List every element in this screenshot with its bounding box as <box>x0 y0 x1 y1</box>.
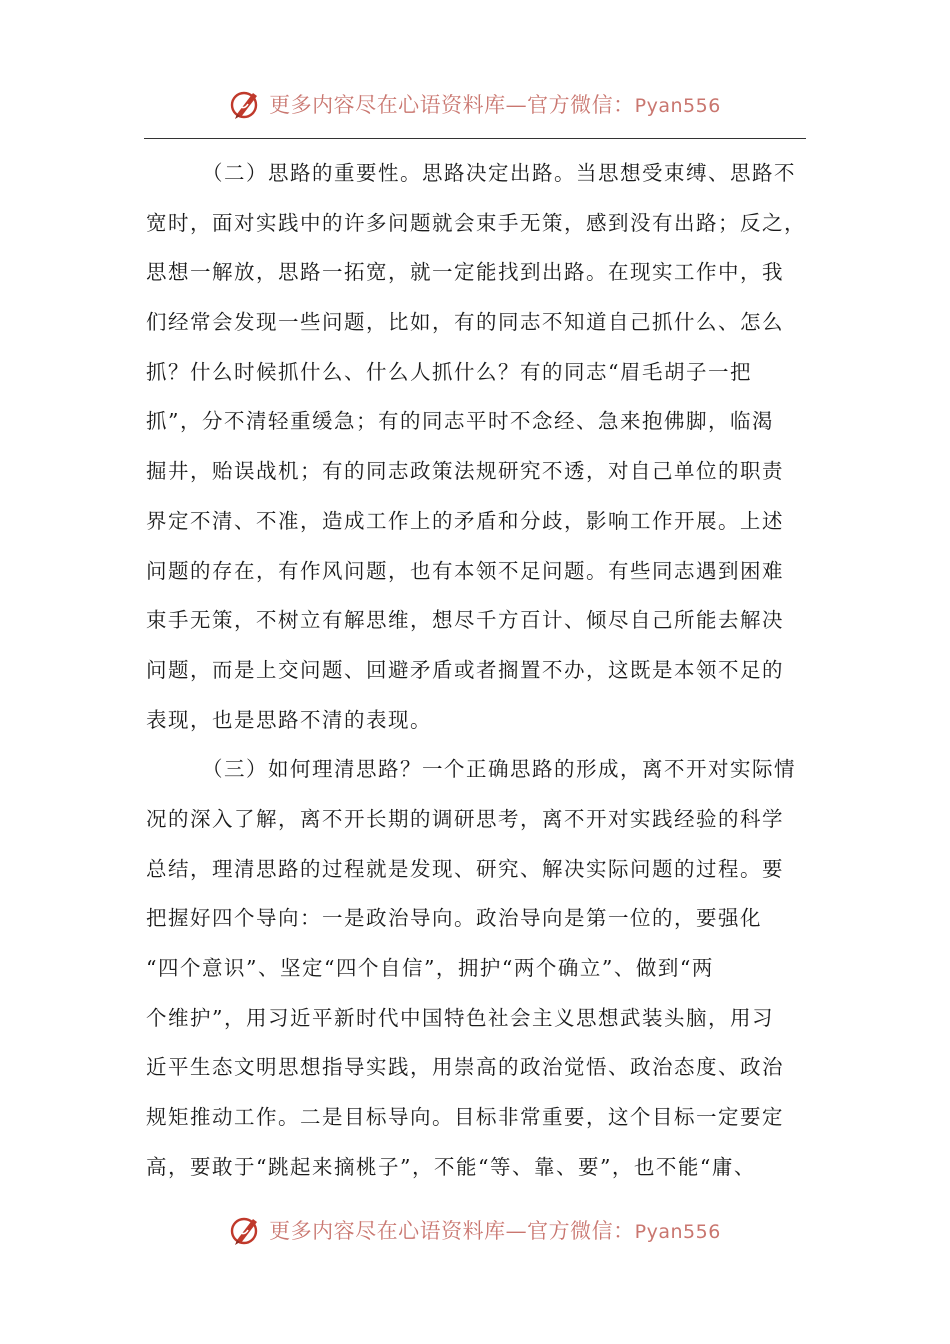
text-line: 宽时，面对实践中的许多问题就会束手无策，感到没有出路；反之， <box>146 210 806 235</box>
header-divider <box>144 138 806 139</box>
text-line: 近平生态文明思想指导实践，用崇高的政治觉悟、政治态度、政治 <box>146 1055 784 1080</box>
footer-banner-text: 更多内容尽在心语资料库—官方微信：Pyan556 <box>269 1219 721 1243</box>
text-line: 抓”，分不清轻重缓急；有的同志平时不念经、急来抱佛脚，临渴 <box>146 409 774 434</box>
text-line: 们经常会发现一些问题，比如，有的同志不知道自己抓什么、怎么 <box>146 310 784 335</box>
header-banner <box>0 84 950 124</box>
text-line: （三）如何理清思路？一个正确思路的形成，离不开对实际情 <box>202 757 796 782</box>
text-line: 个维护”，用习近平新时代中国特色社会主义思想武装头脑，用习 <box>146 1005 774 1030</box>
text-line: 规矩推动工作。二是目标导向。目标非常重要，这个目标一定要定 <box>146 1105 784 1130</box>
header-wechat-id: Pyan556 <box>634 95 721 117</box>
footer-wechat-id: Pyan556 <box>634 1221 721 1243</box>
text-line: 束手无策，不树立有解思维，想尽千方百计、倾尽自己所能去解决 <box>146 608 784 633</box>
text-line: 总结，理清思路的过程就是发现、研究、解决实际问题的过程。要 <box>146 856 784 881</box>
text-line: （二）思路的重要性。思路决定出路。当思想受束缚、思路不 <box>202 161 796 185</box>
text-line: 高，要敢于“跳起来摘桃子”，不能“等、靠、要”，也不能“庸、 <box>146 1154 756 1179</box>
pen-logo-icon <box>229 87 263 121</box>
text-line: 况的深入了解，离不开长期的调研思考，离不开对实践经验的科学 <box>146 806 784 831</box>
text-line: “四个意识”、坚定“四个自信”，拥护“两个确立”、做到“两 <box>146 956 714 980</box>
text-line: 抓？什么时候抓什么、什么人抓什么？有的同志“眉毛胡子一把 <box>146 359 752 384</box>
footer-banner <box>0 1210 950 1250</box>
text-line: 界定不清、不准，造成工作上的矛盾和分歧，影响工作开展。上述 <box>146 508 784 533</box>
text-line: 掘井，贻误战机；有的同志政策法规研究不透，对自己单位的职责 <box>146 459 784 484</box>
header-banner-text: 更多内容尽在心语资料库—官方微信：Pyan556 <box>269 93 721 117</box>
document-body <box>146 149 806 1192</box>
text-line: 表现，也是思路不清的表现。 <box>146 707 432 732</box>
text-line: 问题的存在，有作风问题，也有本领不足问题。有些同志遇到困难 <box>146 558 784 583</box>
pen-logo-icon <box>229 1213 263 1247</box>
text-line: 把握好四个导向：一是政治导向。政治导向是第一位的，要强化 <box>146 906 762 931</box>
text-line: 思想一解放，思路一拓宽，就一定能找到出路。在现实工作中，我 <box>146 260 784 285</box>
text-line: 问题，而是上交问题、回避矛盾或者搁置不办，这既是本领不足的 <box>146 657 784 682</box>
